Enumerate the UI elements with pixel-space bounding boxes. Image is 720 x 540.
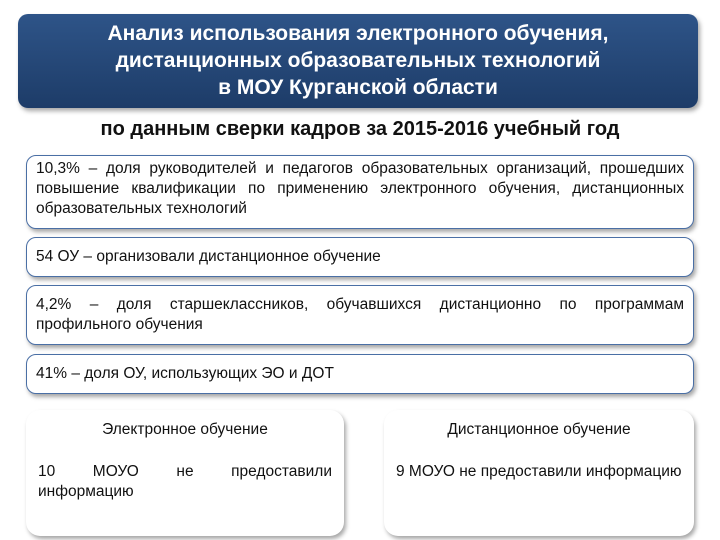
stat-box-schools-distance: 54 ОУ – организовали дистанционное обучение — [26, 237, 694, 277]
stat-box-schools-eo-dot: 41% – доля ОУ, использующих ЭО и ДОТ — [26, 354, 694, 394]
panel-distance-learning-text: 9 МОУО не предоставили информацию — [396, 463, 682, 480]
stat-box-seniors-distance: 4,2% – доля старшеклассников, обучавшихся дистанционно по программам профильного обучения — [26, 285, 694, 345]
panel-e-learning — [26, 410, 344, 536]
subtitle: по данным сверки кадров за 2015-2016 учебный год — [100, 118, 620, 140]
panel-distance-learning — [384, 410, 694, 536]
title-line-3: в МОУ Курганской области — [218, 76, 498, 99]
title-line-2: дистанционных образовательных технологий — [115, 49, 601, 72]
title-line-1: Анализ использования электронного обучения, — [107, 22, 609, 45]
slide-title-banner — [18, 14, 698, 108]
panel-distance-learning-title: Дистанционное обучение — [447, 421, 631, 438]
panel-e-learning-text: 10 МОУО не предоставили информацию — [38, 463, 332, 500]
stat-box-teachers-training: 10,3% – доля руководителей и педагогов образовательных организаций, прошедших повышение квалификации по применению электронного обучения, дистанционных образовательных технологий — [26, 155, 694, 229]
panel-e-learning-title: Электронное обучение — [102, 421, 268, 438]
